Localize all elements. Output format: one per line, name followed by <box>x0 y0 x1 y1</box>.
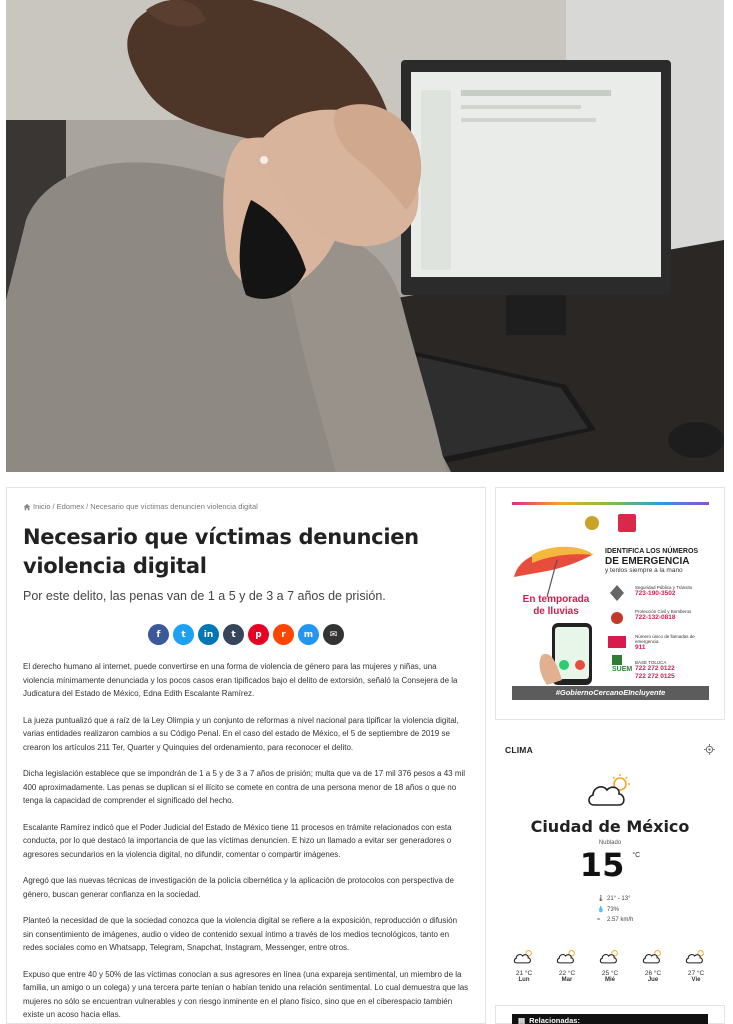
article-paragraph: Planteó la necesidad de que la sociedad conozca que la violencia digital se refiere a la exposición, reproducción o difusión sin consentimiento de imágenes, audio o video de contenido sexual íntimo a través de los medios tecnológicos, tanto en redes sociales como en Whatsapp, Telegram, Snapchat, Instagram, Messenger, entre otros. <box>23 916 458 952</box>
partly-cloudy-icon <box>586 773 634 807</box>
forecast-day <box>552 948 582 983</box>
article-card <box>6 487 486 1024</box>
weather-temp-row <box>505 848 715 882</box>
cloudy-icon <box>642 951 664 968</box>
zinacantepec-logo-icon <box>618 514 636 532</box>
weather-widget <box>495 730 725 1000</box>
ad-contact-label: BASE TOLUCA <box>635 660 667 665</box>
article-paragraph: El derecho humano al internet, puede convertirse en una forma de violencia de género para las mujeres y niñas, una violencia mínimamente denunciada y los pocos casos eran tipificados bajo el delito de extorsión, señaló la Consejera de la Judicatura del Estado de México, Edna Edith Escalante Ramírez. <box>23 662 458 698</box>
share-twitter-button[interactable]: t <box>173 624 194 645</box>
article-paragraph: Dicha legislación establece que se impondrán de 1 a 5 y de 3 a 7 años de prisión; multa que va de 17 mil 376 pesos a 43 mil 400 aproximadamente. Las penas se duplican si el ilícito se comete en contra de una persona menor de 18 años o que no tenga la capacidad de comprender el significado del hecho. <box>23 769 466 805</box>
forecast-day <box>509 948 539 983</box>
ad-contact-row <box>635 660 709 681</box>
related-card <box>495 1005 725 1024</box>
humidity-drop-icon: 💧 <box>597 906 605 913</box>
forecast-day-label: Lun <box>518 976 530 983</box>
breadcrumb-section[interactable]: Edomex <box>56 502 85 511</box>
ad-contact-label: Protección Civil y Bomberos <box>635 609 692 614</box>
ad-rain-line: En temporada <box>522 594 590 605</box>
page-title: Necesario que víctimas denuncien violencia digital <box>23 525 419 578</box>
forecast-day-label: Mar <box>561 976 573 983</box>
breadcrumb-separator: / <box>52 502 55 511</box>
weather-wind: 2.57 km/h <box>607 917 634 923</box>
cloudy-icon <box>599 951 621 968</box>
share-buttons <box>23 624 469 645</box>
forecast-day-label: Vie <box>691 976 701 983</box>
document-icon: ▤ <box>518 1015 526 1024</box>
ad-contact-row <box>635 585 709 598</box>
share-reddit-button[interactable]: r <box>273 624 294 645</box>
article-paragraph: Agregó que las nuevas técnicas de investigación de la policía cibernética y la aplicación de protocolos con perspectiva de género, buscan generar confianza en la sociedad. <box>23 876 454 899</box>
article-paragraph: Expuso que entre 40 y 50% de las víctimas conocían a sus agresores en línea (una expareja sentimental, un miembro de la familia, un amigo o un colega) y una tercera parte tenían o habían tenido una relación sentimental. Lo cual demuestra que las mujeres no sólo se encuentran vulnerables y con riesgo inminente en el plano físico, sino que en el ciberespacio también existe un acoso hacia ellas. <box>23 969 469 1019</box>
ad-contact-label: Seguridad Pública y Tránsito <box>635 585 693 590</box>
share-facebook-button[interactable]: f <box>148 624 169 645</box>
breadcrumb-current: Necesario que víctimas denuncien violencia digital <box>90 502 258 511</box>
hero-photo <box>6 0 724 472</box>
cloudy-icon <box>556 951 578 968</box>
emergency-ad-banner[interactable] <box>512 502 709 700</box>
ad-heading-small: IDENTIFICA LOS NÚMEROS <box>605 548 699 555</box>
breadcrumb-home[interactable]: Inicio <box>33 502 51 511</box>
article-body <box>23 660 469 1022</box>
hero-image <box>6 0 724 472</box>
ad-contact-row <box>635 609 709 622</box>
weather-humidity: 73% <box>607 906 620 913</box>
ad-contact-number: 722-132-0818 <box>635 614 676 621</box>
weather-header <box>505 744 715 755</box>
municipal-seal-icon <box>585 516 599 530</box>
weather-details <box>597 894 715 926</box>
share-tumblr-button[interactable]: t <box>223 624 244 645</box>
ad-contact-number: 722 272 0125 <box>635 673 675 680</box>
emergency-911-icon <box>608 636 626 648</box>
ad-rain-line: de lluvias <box>533 606 579 617</box>
share-messenger-button[interactable]: m <box>298 624 319 645</box>
police-badge-icon <box>610 585 624 601</box>
forecast-temp: 21 °C <box>515 969 533 977</box>
ad-hashtag: #GobiernoCercanoEIncluyente <box>512 686 709 700</box>
forecast-temp: 25 °C <box>601 969 619 977</box>
weather-temperature: 15 <box>579 846 625 884</box>
ad-contact-label: Número único de llamadas de emergencia <box>635 634 695 644</box>
ad-contact-number: 723-190-3502 <box>635 590 676 597</box>
ad-rain-text <box>516 594 596 618</box>
share-linkedin-button[interactable]: in <box>198 624 219 645</box>
forecast-temp: 27 °C <box>687 969 705 977</box>
weather-city: Ciudad de México <box>530 817 690 836</box>
weather-condition: Nublado <box>598 840 622 846</box>
thermometer-icon: 🌡 <box>597 896 605 902</box>
home-icon <box>23 503 31 511</box>
breadcrumb <box>23 502 469 511</box>
weather-range: 21° - 13° <box>607 896 631 902</box>
forecast-day <box>681 948 711 983</box>
share-email-button[interactable]: ✉ <box>323 624 344 645</box>
forecast-day-label: Mié <box>604 976 615 983</box>
forecast-day <box>638 948 668 983</box>
cloudy-icon <box>685 951 707 968</box>
ad-card <box>495 487 725 720</box>
ad-contact-number: 911 <box>635 644 646 651</box>
article-paragraph: La jueza puntualizó que a raíz de la Ley Olimpia y un conjunto de reformas a nivel nacional para tipificar la violencia digital, varias entidades realizaron cambios a su Código Penal. En el caso del estado de México, el 5 de septiembre de 2019 se crearon los artículos 211 Ter, Quarter y Quinquies del ordenamiento, para reconocer el delito. <box>23 715 459 752</box>
forecast-temp: 22 °C <box>558 969 576 977</box>
forecast-temp: 26 °C <box>644 969 662 977</box>
breadcrumb-separator: / <box>86 502 89 511</box>
weather-label: CLIMA <box>505 744 533 755</box>
related-header <box>512 1014 708 1024</box>
forecast-day-label: Jue <box>647 976 659 983</box>
ad-contact-number: 722 272 0122 <box>635 665 675 672</box>
weather-forecast <box>505 948 715 983</box>
ad-suem-label: SUEM <box>612 666 633 673</box>
weather-unit: °C <box>632 852 641 859</box>
related-label: Relacionadas: <box>529 1015 580 1024</box>
ad-heading <box>605 548 709 575</box>
ad-contact-row <box>635 634 709 652</box>
location-target-icon[interactable] <box>704 744 715 755</box>
forecast-day <box>595 948 625 983</box>
cloudy-icon <box>513 951 535 968</box>
wind-icon: ≈ <box>597 917 601 923</box>
share-pinterest-button[interactable]: p <box>248 624 269 645</box>
ad-heading-sub: y tenlos siempre a la mano <box>605 567 683 574</box>
article-subtitle: Por este delito, las penas van de 1 a 5 y de 3 a 7 años de prisión. <box>23 589 386 603</box>
ambulance-icon <box>612 655 622 665</box>
ad-heading-big: DE EMERGENCIA <box>605 556 690 567</box>
article-paragraph: Escalante Ramírez indicó que el Poder Judicial del Estado de México tiene 11 procesos en trámite relacionados con esta conducta, por lo que destacó la importancia de que las víctimas denuncien. E hizo un llamado a evitar ser generadores o agresores secundarios en la violencia digital, no difundir, comentar o compartir imágenes. <box>23 822 452 859</box>
civil-protection-icon <box>611 612 623 624</box>
